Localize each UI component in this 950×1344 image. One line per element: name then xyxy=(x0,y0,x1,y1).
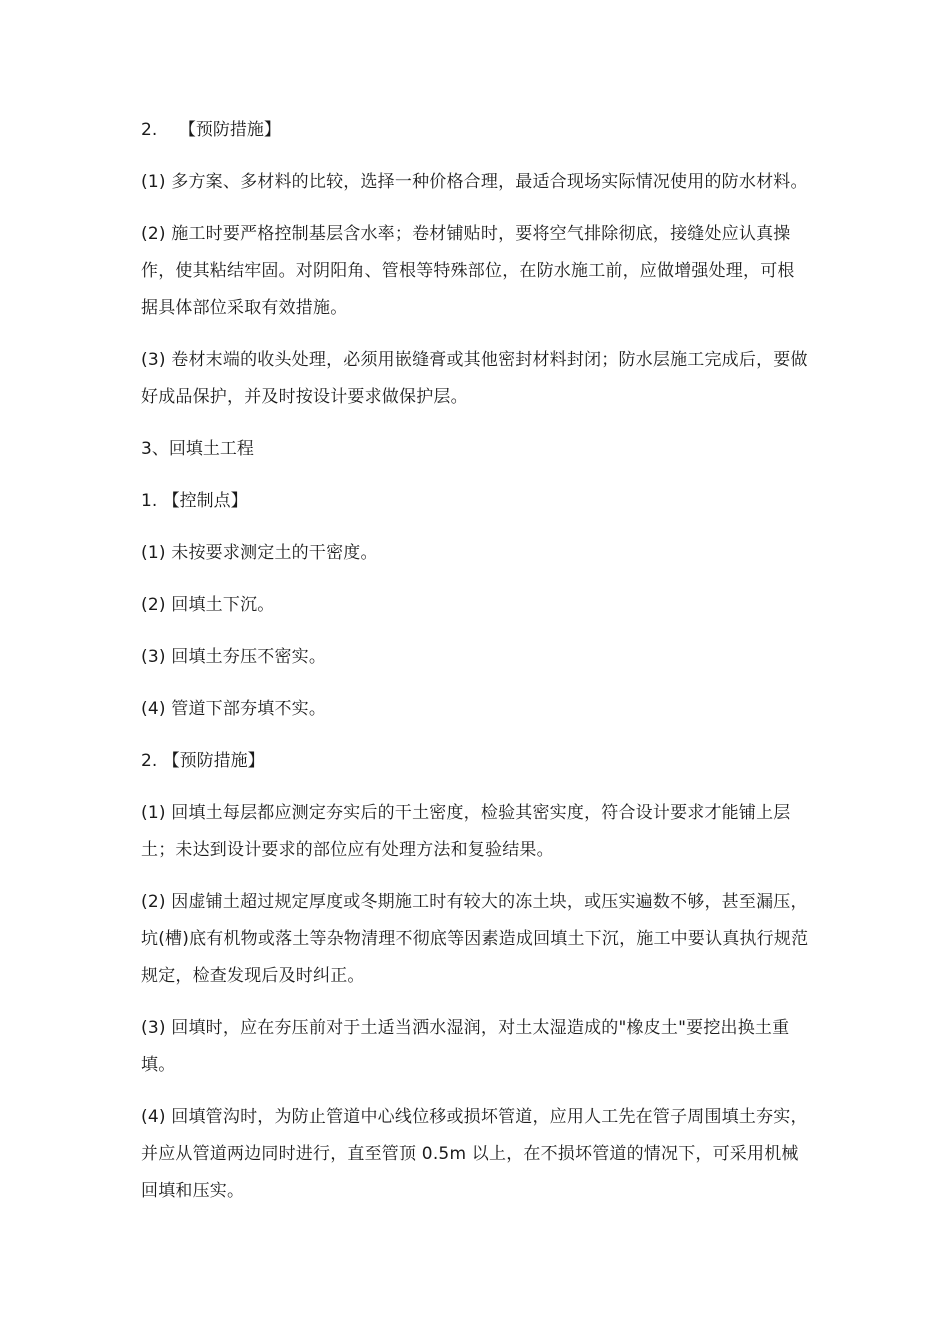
paragraph-backfill-2: (2) 因虚铺土超过规定厚度或冬期施工时有较大的冻土块，或压实遍数不够，甚至漏压，坑(槽)底有机物或落土等杂物清理不彻底等因素造成回填土下沉，施工中要认真执行规范规定，检查发现后及时纠正。 xyxy=(141,892,809,986)
heading-control-points: 1. 【控制点】 xyxy=(141,491,248,511)
paragraph-backfill-3: (3) 回填时，应在夯压前对于土适当洒水湿润，对土太湿造成的"橡皮土"要挖出换土重填。 xyxy=(141,1018,790,1075)
document-body xyxy=(141,112,809,1225)
section-title-backfill: 3、回填土工程 xyxy=(141,439,254,459)
heading-prevention-measures-2: 2. 【预防措施】 xyxy=(141,751,265,771)
paragraph-backfill-4: (4) 回填管沟时，为防止管道中心线位移或损坏管道，应用人工先在管子周围填土夯实，并应从管道两边同时进行，直至管顶 0.5m 以上，在不损坏管道的情况下，可采用机械回填和压实。 xyxy=(141,1107,808,1201)
control-point-4: (4) 管道下部夯填不实。 xyxy=(141,699,327,719)
paragraph-waterproof-3: (3) 卷材末端的收头处理，必须用嵌缝膏或其他密封材料封闭；防水层施工完成后，要做好成品保护，并及时按设计要求做保护层。 xyxy=(141,350,808,407)
heading-prevention-measures-1: 2. 【预防措施】 xyxy=(141,120,281,140)
control-point-1: (1) 未按要求测定土的干密度。 xyxy=(141,543,378,563)
paragraph-waterproof-2: (2) 施工时要严格控制基层含水率；卷材铺贴时，要将空气排除彻底，接缝处应认真操作，使其粘结牢固。对阴阳角、管根等特殊部位，在防水施工前，应做增强处理，可根据具体部位采取有效措施。 xyxy=(141,224,795,318)
paragraph-waterproof-1: (1) 多方案、多材料的比较，选择一种价格合理，最适合现场实际情况使用的防水材料。 xyxy=(141,172,808,192)
control-point-3: (3) 回填土夯压不密实。 xyxy=(141,647,327,667)
paragraph-backfill-1: (1) 回填土每层都应测定夯实后的干土密度，检验其密实度，符合设计要求才能铺上层土；未达到设计要求的部位应有处理方法和复验结果。 xyxy=(141,803,791,860)
control-point-2: (2) 回填土下沉。 xyxy=(141,595,275,615)
